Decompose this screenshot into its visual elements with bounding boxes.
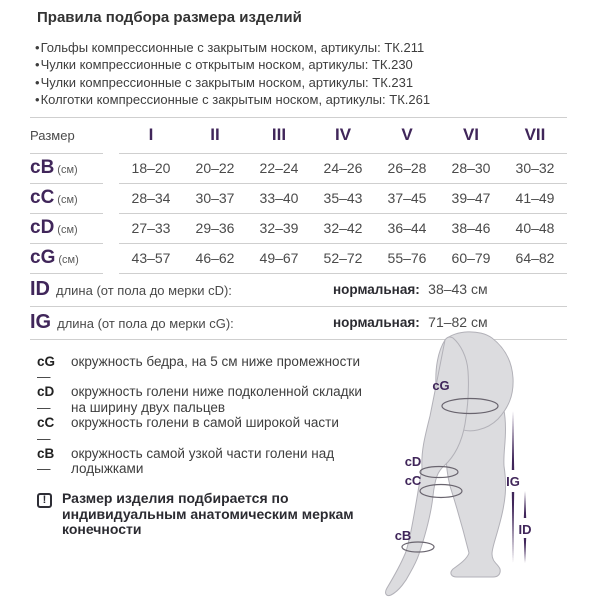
cc-label: cC bbox=[404, 473, 422, 488]
column-header: VII bbox=[524, 125, 546, 145]
table-cell: 32–42 bbox=[323, 220, 363, 237]
product-item-text: Гольфы компрессионные с закрытым носком, артикулы: ТК.211 bbox=[40, 40, 425, 55]
product-item-text: Чулки компрессионные с закрытым носком, артикулы: ТК.231 bbox=[40, 74, 414, 90]
product-item-text: Чулки компрессионные с открытым носком, артикулы: ТК.230 bbox=[40, 57, 413, 73]
measure-unit: (см) bbox=[57, 193, 78, 206]
table-cell: 55–76 bbox=[387, 250, 427, 267]
length-key: IG bbox=[30, 311, 52, 334]
bullet-icon: • bbox=[35, 40, 40, 55]
table-cell: 64–82 bbox=[515, 250, 555, 267]
column-header: VI bbox=[462, 125, 480, 145]
table-cell: 60–79 bbox=[451, 250, 491, 267]
length-desc: длина (от пола до мерки cD): bbox=[56, 283, 232, 299]
table-row-cc bbox=[30, 184, 567, 214]
measure-unit: (см) bbox=[57, 223, 78, 236]
table-cell: 29–36 bbox=[195, 220, 235, 237]
row-label bbox=[30, 154, 103, 184]
table-cell: 33–40 bbox=[259, 190, 299, 207]
measure-key: cD bbox=[30, 217, 55, 239]
column-header: II bbox=[210, 125, 220, 145]
table-cell: 49–67 bbox=[259, 250, 299, 267]
dash: — bbox=[37, 369, 51, 385]
bullet-icon: • bbox=[35, 74, 40, 90]
table-cell: 52–72 bbox=[323, 250, 363, 267]
legend-text: окружность голени в самой широкой части bbox=[71, 415, 339, 431]
length-row-id bbox=[30, 274, 567, 307]
table-row-cg bbox=[30, 244, 567, 274]
measure-unit: (см) bbox=[58, 253, 79, 266]
size-header-label: Размер bbox=[30, 118, 103, 154]
cb-label: cB bbox=[394, 528, 412, 543]
measure-key: cG bbox=[30, 247, 56, 269]
table-cell: 36–44 bbox=[387, 220, 427, 237]
row-label bbox=[30, 214, 103, 244]
dash: — bbox=[37, 430, 51, 446]
table-header-row bbox=[30, 118, 567, 154]
norm-value: 71–82 см bbox=[428, 313, 488, 330]
id-line-top bbox=[524, 491, 526, 518]
table-row-cb bbox=[30, 154, 567, 184]
table-cell: 35–43 bbox=[323, 190, 363, 207]
table-cell: 26–28 bbox=[387, 160, 427, 177]
legend-key: cD — bbox=[37, 384, 55, 415]
norm-value: 38–43 см bbox=[428, 280, 488, 297]
size-columns bbox=[119, 118, 567, 154]
norm-label: нормальная: bbox=[333, 314, 420, 330]
cd-label: cD bbox=[404, 454, 422, 469]
id-label: ID bbox=[518, 522, 532, 537]
ig-line-bottom bbox=[512, 492, 514, 563]
individual-size-note bbox=[37, 491, 409, 538]
legend-item-cd bbox=[37, 384, 369, 415]
table-cell: 46–62 bbox=[195, 250, 235, 267]
measure-unit: (см) bbox=[57, 163, 78, 176]
table-cell: 32–39 bbox=[259, 220, 299, 237]
table-cell: 22–24 bbox=[259, 160, 299, 177]
row-values bbox=[119, 154, 567, 184]
table-row-cd bbox=[30, 214, 567, 244]
legend-item-cb bbox=[37, 446, 369, 477]
legend-key: cC — bbox=[37, 415, 55, 446]
length-desc: длина (от пола до мерки cG): bbox=[57, 316, 234, 332]
table-cell: 37–45 bbox=[387, 190, 427, 207]
page-title: Правила подбора размера изделий bbox=[37, 9, 302, 26]
length-key: ID bbox=[30, 278, 50, 301]
note-text: Размер изделия подбирается по индивидуальным анатомическим меркам конечности bbox=[62, 489, 354, 538]
table-cell: 41–49 bbox=[515, 190, 555, 207]
bullet-icon: • bbox=[35, 57, 40, 73]
dash: — bbox=[37, 461, 51, 477]
table-cell: 28–34 bbox=[131, 190, 171, 207]
table-cell: 28–30 bbox=[451, 160, 491, 177]
column-header: I bbox=[148, 125, 154, 145]
product-list bbox=[35, 39, 567, 109]
legend-text: окружность самой узкой части голени над лодыжками bbox=[71, 446, 335, 477]
cg-label: cG bbox=[432, 378, 450, 393]
table-cell: 38–46 bbox=[451, 220, 491, 237]
product-item-text: Колготки компрессионные с закрытым носком, артикулы: ТК.261 bbox=[40, 92, 431, 108]
table-cell: 20–22 bbox=[195, 160, 235, 177]
legs-measurement-illustration bbox=[365, 326, 583, 600]
length-norm bbox=[333, 281, 488, 299]
legend-key: cG — bbox=[37, 353, 56, 385]
bullet-icon: • bbox=[35, 92, 40, 108]
measure-key: cC bbox=[30, 187, 55, 209]
row-values bbox=[119, 244, 567, 274]
list-item bbox=[35, 39, 567, 56]
legend-text: окружность бедра, на 5 см ниже промежности bbox=[71, 353, 361, 369]
table-cell: 18–20 bbox=[131, 160, 171, 177]
legend-item-cg bbox=[37, 354, 369, 385]
size-table bbox=[30, 117, 567, 340]
table-cell: 30–37 bbox=[195, 190, 235, 207]
legend-text: окружность голени ниже подколенной складки на ширину двух пальцев bbox=[71, 384, 362, 415]
exclamation-icon: ! bbox=[37, 493, 52, 508]
row-label bbox=[30, 244, 103, 274]
table-cell: 40–48 bbox=[515, 220, 555, 237]
table-cell: 30–32 bbox=[515, 160, 555, 177]
list-item bbox=[35, 74, 567, 91]
column-header: III bbox=[271, 125, 287, 145]
list-item bbox=[35, 56, 567, 73]
column-header: V bbox=[401, 125, 413, 145]
legend-item-cc bbox=[37, 415, 369, 446]
table-cell: 24–26 bbox=[323, 160, 363, 177]
legend-key: cB — bbox=[37, 446, 55, 477]
ig-label: IG bbox=[506, 474, 520, 489]
list-item bbox=[35, 91, 567, 108]
row-label bbox=[30, 184, 103, 214]
table-cell: 27–33 bbox=[131, 220, 171, 237]
dash: — bbox=[37, 399, 51, 415]
measurement-legend bbox=[37, 354, 369, 477]
row-values bbox=[119, 184, 567, 214]
row-values bbox=[119, 214, 567, 244]
id-line-bottom bbox=[524, 538, 526, 563]
norm-label: нормальная: bbox=[333, 281, 420, 297]
ig-line-top bbox=[512, 411, 514, 470]
table-cell: 43–57 bbox=[131, 250, 171, 267]
table-cell: 39–47 bbox=[451, 190, 491, 207]
measure-key: cB bbox=[30, 157, 55, 179]
column-header: IV bbox=[334, 125, 352, 145]
